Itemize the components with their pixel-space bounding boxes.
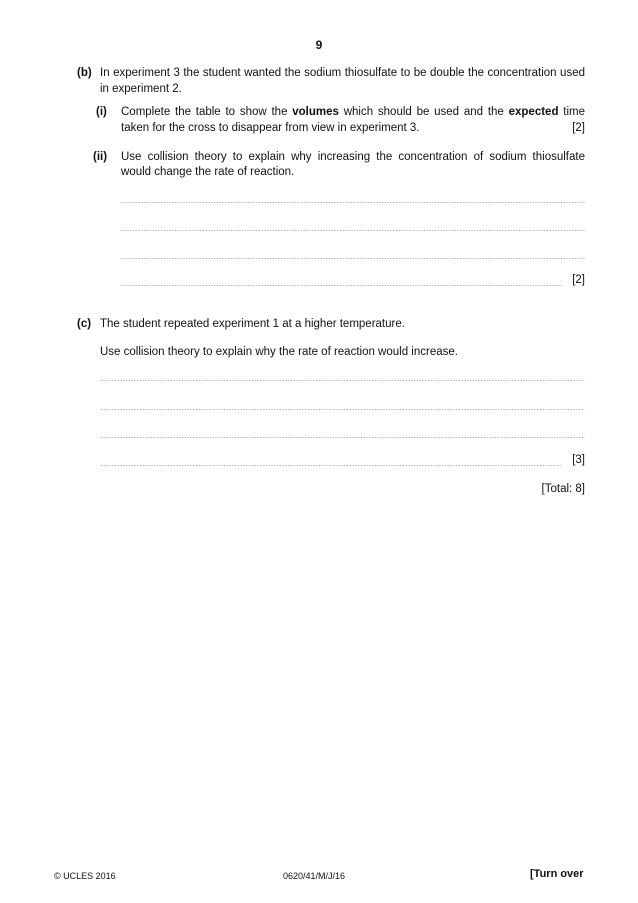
part-c-mark: [3] — [572, 454, 585, 466]
sub-i-text-b: which should be used and the — [343, 106, 504, 118]
part-b-label: (b) — [77, 67, 92, 79]
part-c-line-2: Use collision theory to explain why the rate of reaction would increase. — [100, 346, 458, 358]
part-c-label: (c) — [77, 318, 92, 330]
sub-i-text-a: Complete the table to show the — [121, 106, 288, 118]
footer-copyright: © UCLES 2016 — [54, 871, 116, 881]
sub-ii-line-2: would change the rate of reaction. — [121, 166, 295, 178]
sub-i-line-2: taken for the cross to disappear from view in experiment 3. — [121, 122, 420, 134]
answer-line-c-2[interactable] — [100, 409, 585, 410]
sub-i-mark: [2] — [572, 122, 585, 134]
sub-i-text-c: time — [563, 106, 585, 118]
answer-line-c-4[interactable] — [100, 465, 562, 466]
sub-i-line-1 — [121, 106, 585, 118]
sub-ii-line-1: Use collision theory to explain why increasing the concentration of sodium thiosulfate — [121, 151, 585, 163]
page-number: 9 — [315, 38, 323, 52]
answer-line-ii-4[interactable] — [121, 285, 562, 286]
sub-i-bold-expected: expected — [508, 106, 559, 118]
answer-line-ii-1[interactable] — [121, 202, 585, 203]
answer-line-ii-2[interactable] — [121, 230, 585, 231]
sub-i-label: (i) — [96, 106, 107, 118]
answer-line-c-3[interactable] — [100, 437, 585, 438]
answer-line-c-1[interactable] — [100, 380, 585, 381]
part-b-line-1: In experiment 3 the student wanted the sodium thiosulfate to be double the concentration used — [100, 67, 585, 79]
part-b-line-2: in experiment 2. — [100, 83, 182, 95]
answer-line-ii-3[interactable] — [121, 258, 585, 259]
sub-ii-mark: [2] — [572, 274, 585, 286]
turn-over: [Turn over — [530, 868, 584, 880]
part-c-line-1: The student repeated experiment 1 at a higher temperature. — [100, 318, 405, 330]
sub-i-bold-volumes: volumes — [292, 106, 339, 118]
sub-ii-label: (ii) — [93, 151, 108, 163]
total-marks: [Total: 8] — [541, 483, 585, 495]
footer-paper-code: 0620/41/M/J/16 — [283, 871, 346, 881]
